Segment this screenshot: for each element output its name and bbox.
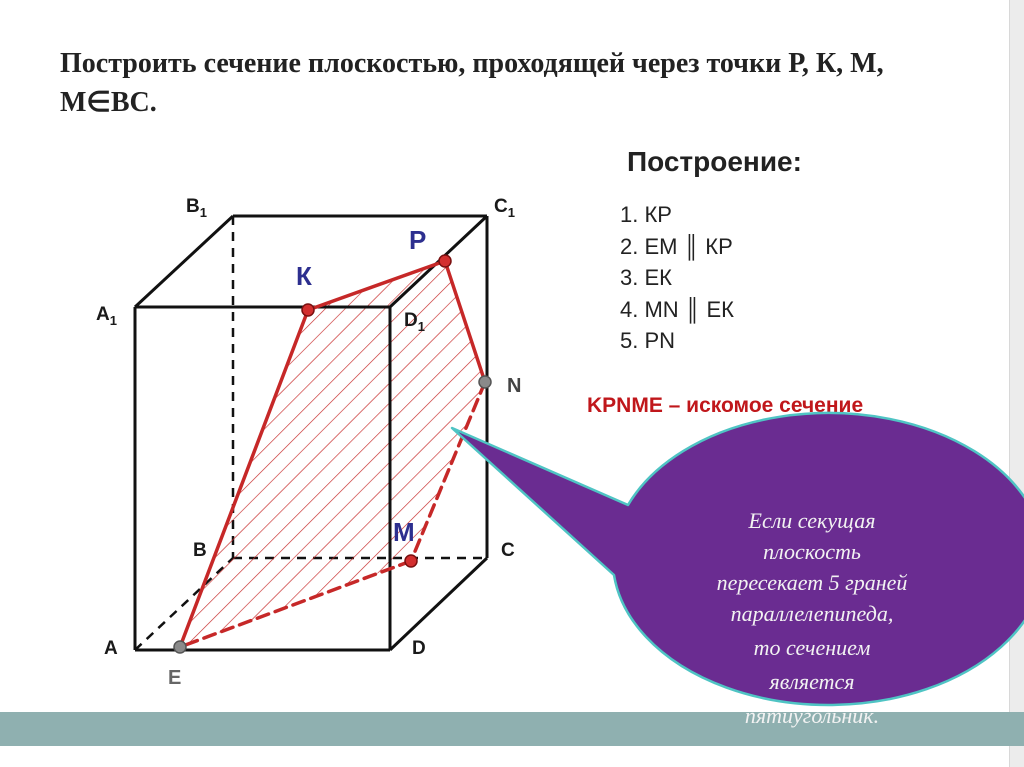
point-P-dot bbox=[439, 255, 451, 267]
step-item: 3. ЕК bbox=[620, 265, 672, 290]
step-item: 2. ЕМ ║ КР bbox=[620, 233, 733, 259]
callout-line: пересекает 5 граней bbox=[716, 570, 908, 595]
callout-line: плоскость bbox=[763, 539, 861, 564]
label-C1: $C_1$ bbox=[494, 196, 515, 220]
label-A1: $A_1$ bbox=[96, 304, 117, 328]
callout-shape bbox=[452, 413, 1024, 705]
edge-D-C bbox=[390, 558, 487, 650]
label-B1: $B_1$ bbox=[186, 196, 207, 220]
label-P: P bbox=[409, 225, 427, 255]
step-item: 1. КР bbox=[620, 202, 672, 227]
callout-line: является bbox=[769, 669, 855, 694]
step-item: 5. PN bbox=[620, 328, 676, 353]
label-K: К bbox=[296, 261, 312, 291]
label-C: C bbox=[501, 540, 515, 561]
label-D1: $D_1$ bbox=[404, 310, 425, 334]
label-D: D bbox=[412, 638, 426, 659]
edge-A1-B1 bbox=[135, 216, 233, 307]
callout-line: пятиугольник. bbox=[744, 703, 880, 728]
callout-line: параллелепипеда, bbox=[730, 601, 894, 626]
label-E: E bbox=[168, 667, 182, 689]
point-M-dot bbox=[405, 555, 417, 567]
point-E-dot bbox=[174, 641, 186, 653]
label-B: B bbox=[193, 540, 207, 561]
label-A: A bbox=[104, 638, 118, 659]
callout-line: то сечением bbox=[753, 635, 871, 660]
label-N: N bbox=[507, 375, 522, 397]
result-statement: KPNME – искомое сечение bbox=[587, 394, 864, 417]
point-N-dot bbox=[479, 376, 491, 388]
step-item: 4. MN ║ ЕК bbox=[620, 296, 734, 322]
callout-line: Если секущая bbox=[748, 508, 876, 533]
callout-bubble bbox=[452, 413, 1024, 728]
point-K-dot bbox=[302, 304, 314, 316]
task-title: Построить сечение плоскостью, проходящей через точки Р, К, М, М∈ВС. bbox=[60, 48, 884, 118]
construction-heading: Построение: bbox=[627, 146, 802, 177]
label-M: M bbox=[393, 517, 415, 547]
